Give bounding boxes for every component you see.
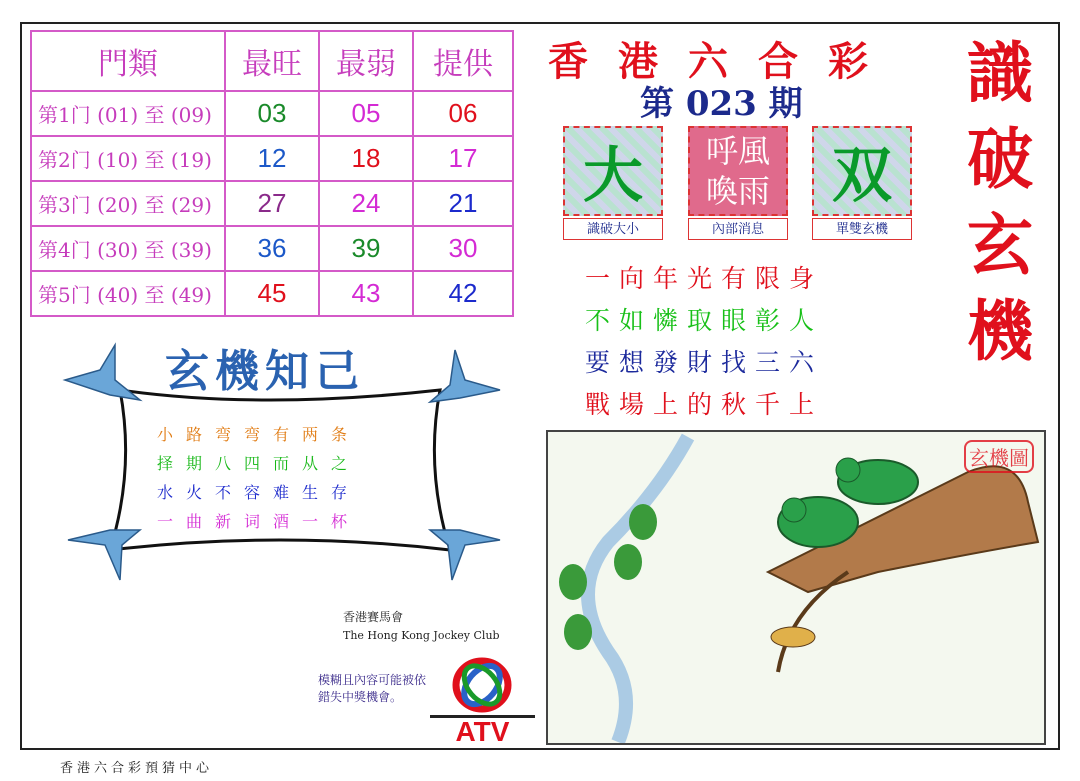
header-weakest: 最弱 (319, 31, 413, 91)
odd-even-caption: 單雙玄機 (812, 218, 912, 240)
table-row (31, 271, 513, 316)
table-row (31, 91, 513, 136)
warning-line: 模糊且內容可能被依 (318, 673, 427, 687)
warning-text (318, 672, 426, 706)
header-category: 門類 (31, 31, 225, 91)
jockey-club-name: 香港賽馬會 (343, 610, 404, 624)
odd-even-value: 双 (832, 141, 892, 211)
number-table (30, 30, 514, 317)
hot-value: 45 (225, 271, 319, 316)
vertical-char: 玄 (967, 206, 1033, 284)
poem-line: 要想發財找三六 (585, 348, 824, 377)
table-header-row (31, 31, 513, 91)
give-value: 21 (413, 181, 513, 226)
inside-news-box (688, 126, 788, 216)
jockey-club-logo (343, 608, 500, 642)
inside-news-line1: 呼風 (705, 132, 770, 170)
warning-line: 錯失中獎機會。 (318, 690, 403, 704)
row-label: 第4门 (30) 至 (39) (31, 226, 225, 271)
hot-value: 03 (225, 91, 319, 136)
vertical-char: 識 (967, 34, 1033, 112)
row-label: 第1门 (01) 至 (09) (31, 91, 225, 136)
inside-news-line2: 喚雨 (705, 172, 770, 210)
issue-number: 第 023 期 (640, 84, 803, 124)
verse-line: 择期八四而从之 (157, 454, 361, 473)
cold-value: 24 (319, 181, 413, 226)
table-row (31, 136, 513, 181)
give-value: 06 (413, 91, 513, 136)
birds-illustration (546, 430, 1046, 745)
odd-even-box (812, 126, 912, 216)
table-row (31, 226, 513, 271)
atv-emblem-icon (430, 655, 535, 715)
atv-logo (430, 655, 535, 745)
give-value: 42 (413, 271, 513, 316)
cold-value: 43 (319, 271, 413, 316)
row-label: 第3门 (20) 至 (29) (31, 181, 225, 226)
header-hottest: 最旺 (225, 31, 319, 91)
atv-wordmark: ATV (430, 715, 535, 746)
cold-value: 39 (319, 226, 413, 271)
row-label: 第5门 (40) 至 (49) (31, 271, 225, 316)
stamp: 玄機圖 (964, 440, 1034, 473)
vertical-char: 機 (967, 292, 1033, 370)
verse-line: 水火不容难生存 (157, 483, 361, 502)
big-small-box (563, 126, 663, 216)
row-label: 第2门 (10) 至 (19) (31, 136, 225, 181)
hot-value: 36 (225, 226, 319, 271)
scroll-title: 玄機知己 (165, 346, 365, 397)
poem-line: 不如憐取眼彰人 (585, 306, 824, 335)
vertical-title (950, 30, 1050, 374)
cold-value: 18 (319, 136, 413, 181)
scroll-verse (157, 420, 360, 536)
poem-line: 戰場上的秋千上 (585, 390, 824, 419)
hot-value: 12 (225, 136, 319, 181)
footer-text: 香港六合彩預猜中心 (60, 761, 214, 776)
give-value: 17 (413, 136, 513, 181)
vertical-char: 破 (967, 120, 1033, 198)
poem (585, 258, 823, 426)
verse-line: 小路弯弯有两条 (157, 425, 361, 444)
hot-value: 27 (225, 181, 319, 226)
poem-line: 一向年光有限身 (585, 264, 824, 293)
big-small-value: 大 (583, 141, 643, 211)
table-row (31, 181, 513, 226)
verse-line: 一曲新词酒一杯 (157, 512, 361, 531)
big-small-caption: 識破大小 (563, 218, 663, 240)
inside-news-caption: 內部消息 (688, 218, 788, 240)
jockey-club-english: The Hong Kong Jockey Club (343, 629, 500, 642)
main-title: 香港六合彩 (548, 38, 898, 85)
give-value: 30 (413, 226, 513, 271)
cold-value: 05 (319, 91, 413, 136)
header-provide: 提供 (413, 31, 513, 91)
birds-scene (548, 432, 1046, 745)
